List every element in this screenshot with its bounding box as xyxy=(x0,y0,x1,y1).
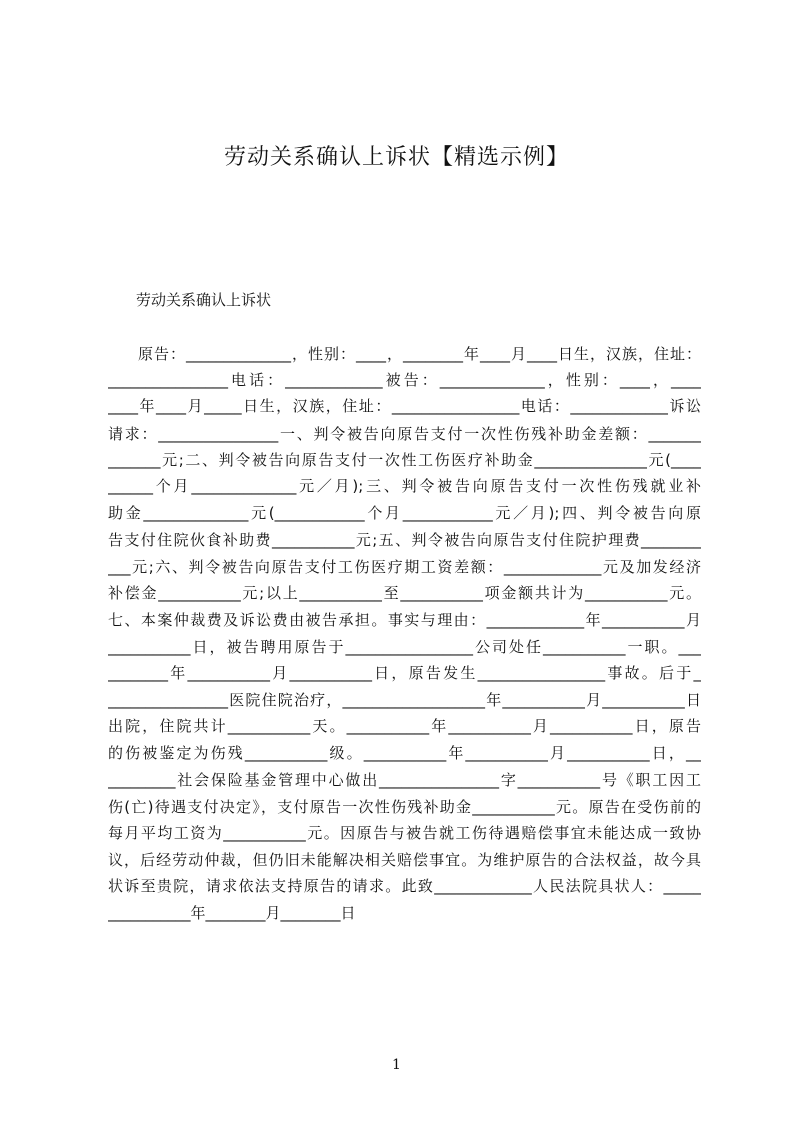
body-line-4: 请求：________________一、判令被告向原告支付一次性伤残补助金差额：_______ xyxy=(108,425,701,443)
body-line-8: 告支付住院伙食补助费___________元;五、判令被告向原告支付住院护理费________ xyxy=(108,531,701,549)
body-line-13: ________年___________月___________日，原告发生_________________事故。后于_ xyxy=(108,664,701,682)
body-line-19: 每月平均工资为___________元。因原告与被告就工伤待遇赔偿事宜未能达成一致协 xyxy=(108,824,701,842)
body-line-20: 议，后经劳动仲裁，但仍旧未能解决相关赔偿事宜。为维护原告的合法权益，故今具 xyxy=(108,851,701,869)
body-line-15: 出院，住院共计___________天。___________年___________月___________日，原告 xyxy=(108,717,701,735)
body-line-12: ___________日，被告聘用原告于_________________公司处任___________一职。___ xyxy=(108,638,701,656)
body-line-3: ____年____月_____日生，汉族，住址：_________________电话：_____________诉讼 xyxy=(108,397,701,415)
body-line-5: _______元;二、判令被告向原告支付一次性工伤医疗补助金_______________元(____ xyxy=(108,451,701,469)
body-line-1: 原告：______________，性别：____，________年____月____日生，汉族，住址： xyxy=(138,345,701,363)
body-line-11: 七、本案仲裁费及诉讼费由被告承担。事实与理由：_____________年___________月 xyxy=(108,611,701,629)
body-line-18: 伤(亡)待遇支付决定》，支付原告一次性伤残补助金___________元。原告在受伤前的 xyxy=(108,798,701,816)
body-line-2: ________________电话：_____________被告：______________，性别：____，____ xyxy=(108,371,701,389)
body-line-6: ______个月______________元／月);三、判令被告向原告支付一次性伤残就业补 xyxy=(108,477,701,495)
body-line-17: _________社会保险基金管理中心做出________________字___________号《职工因工 xyxy=(108,771,701,789)
body-line-7: 助金______________元(____________个月____________元／月);四、判令被告向原 xyxy=(108,504,701,522)
body-line-14: ________________医院住院治疗，___________________年___________月___________日 xyxy=(108,691,701,709)
body-line-16: 的伤被鉴定为伤残___________级。___________年___________月___________日，__ xyxy=(108,744,701,762)
page-number: 1 xyxy=(392,1057,401,1073)
body-line-10: 补偿金___________元;以上___________至___________项金额共计为___________元。 xyxy=(108,584,701,602)
body-line-22: ___________年________月________日 xyxy=(108,904,356,922)
body-line-21: 状诉至贵院，请求依法支持原告的请求。此致_____________人民法院具状人：_____ xyxy=(108,877,701,895)
document-subtitle: 劳动关系确认上诉状 xyxy=(136,291,272,309)
body-line-9: ___元;六、判令被告向原告支付工伤医疗期工资差额：_____________元及加发经济 xyxy=(108,558,701,576)
document-title: 劳动关系确认上诉状【精选示例】 xyxy=(223,145,569,170)
